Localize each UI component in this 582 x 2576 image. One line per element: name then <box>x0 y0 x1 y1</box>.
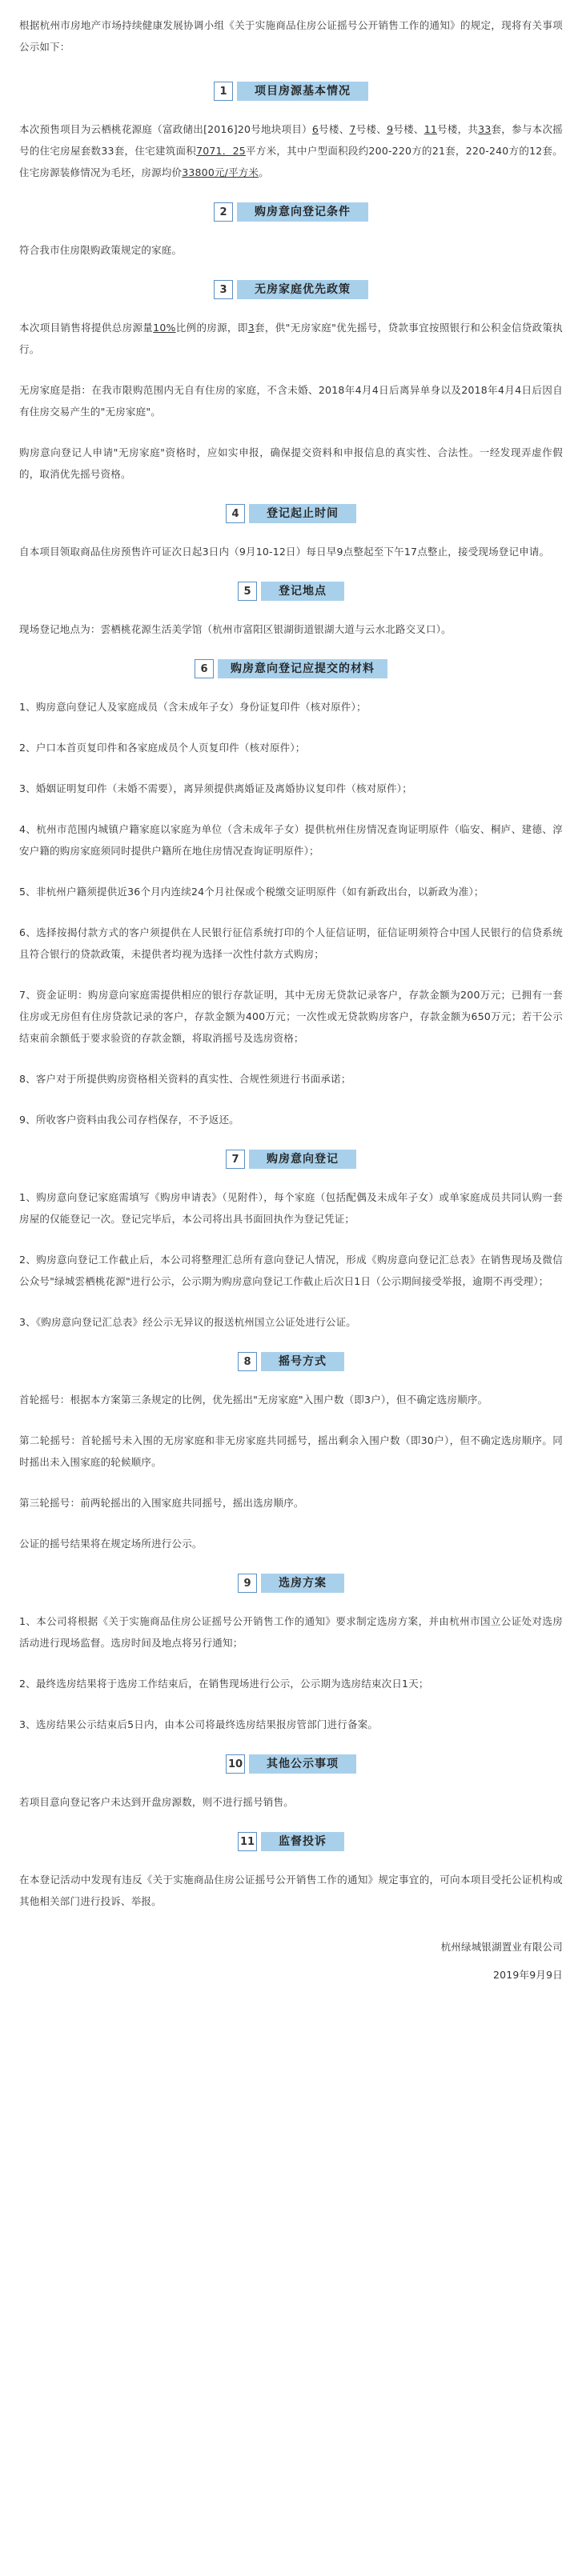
section-3-number: 3 <box>214 280 233 299</box>
section-4-number: 4 <box>226 504 245 523</box>
s1-building-6: 6 <box>311 123 319 135</box>
s3-text-a: 本次项目销售将提供总房源量 <box>19 322 154 334</box>
section-7-item: 3、《购房意向登记汇总表》经公示无异议的报送杭州国立公证处进行公证。 <box>19 1316 357 1328</box>
section-11-number: 11 <box>238 1832 257 1851</box>
section-8-item: 第三轮摇号：前两轮摇出的入围家庭共同摇号，摇出选房顺序。 <box>19 1497 304 1509</box>
section-3-paragraph-2: 无房家庭是指：在我市限购范围内无自有住房的家庭，不含未婚、2018年4月4日后离异单身以及2018年4月4日后因自有住房交易产生的"无房家庭"。 <box>19 384 563 418</box>
s1-building-11: 11 <box>423 123 437 135</box>
section-2-header <box>19 202 563 222</box>
s1-price: 33800元/平方米 <box>182 166 259 178</box>
section-10-header <box>19 1754 563 1774</box>
section-11-header <box>19 1832 563 1851</box>
section-7-number: 7 <box>226 1150 245 1169</box>
section-10-number: 10 <box>226 1754 245 1774</box>
section-6-item: 3、婚姻证明复印件（未婚不需要），离异须提供离婚证及离婚协议复印件（核对原件）； <box>19 782 412 794</box>
s3-ratio: 10% <box>153 322 176 334</box>
s3-count: 3 <box>247 322 255 334</box>
section-2-title: 购房意向登记条件 <box>237 202 368 222</box>
company-signature: 杭州绿城银湖置业有限公司 <box>440 1941 563 1953</box>
section-5-paragraph: 现场登记地点为：雲栖桃花源生活美学馆（杭州市富阳区银湖街道银湖大道与云水北路交叉口）。 <box>19 623 452 635</box>
section-11-title: 监督投诉 <box>261 1832 344 1851</box>
section-1-paragraph <box>19 118 563 183</box>
section-5-header <box>19 582 563 601</box>
section-10-paragraph: 若项目意向登记客户未达到开盘房源数，则不进行摇号销售。 <box>19 1796 294 1808</box>
section-2-paragraph: 符合我市住房限购政策规定的家庭。 <box>19 244 183 256</box>
section-6-item: 1、购房意向登记人及家庭成员（含未成年子女）身份证复印件（核对原件）； <box>19 701 367 713</box>
section-7-item: 2、购房意向登记工作截止后，本公司将整理汇总所有意向登记人情况，形成《购房意向登记汇总表》在销售现场及微信公众号"绿城雲栖桃花源"进行公示，公示期为购房意向登记工作截止后次日1日（公示期间接受举报，逾期不再受理）； <box>19 1254 563 1287</box>
section-7-item: 1、购房意向登记家庭需填写《购房申请表》（见附件），每个家庭（包括配偶及未成年子女）或单家庭成员共同认购一套房屋的仅能登记一次。登记完毕后，本公司将出具书面回执作为登记凭证； <box>19 1191 563 1225</box>
s1-text-7: 号楼、 <box>355 123 387 135</box>
s1-text-9: 号楼、 <box>393 123 424 135</box>
section-9-item: 3、选房结果公示结束后5日内，由本公司将最终选房结果报房管部门进行备案。 <box>19 1718 379 1730</box>
intro-paragraph: 根据杭州市房地产市场持续健康发展协调小组《关于实施商品住房公证摇号公开销售工作的通知》的规定，现将有关事项公示如下： <box>19 19 563 53</box>
section-5-title: 登记地点 <box>261 582 344 601</box>
section-6-item: 2、户口本首页复印件和各家庭成员个人页复印件（核对原件）； <box>19 742 306 754</box>
section-10-title: 其他公示事项 <box>249 1754 356 1774</box>
section-9-item: 1、本公司将根据《关于实施商品住房公证摇号公开销售工作的通知》要求制定选房方案，并由杭州市国立公证处对选房活动进行现场监督。选房时间及地点将另行通知； <box>19 1615 563 1649</box>
section-6-item: 7、资金证明：购房意向家庭需提供相应的银行存款证明，其中无房无贷款记录客户，存款金额为200万元；已拥有一套住房或无房但有住房贷款记录的客户，存款金额为400万元；一次性或无贷款购房客户，存款金额为650万元；若干公示结束前余额低于要求验资的存款金额，将取消摇号及选房资格； <box>19 989 563 1044</box>
section-11-paragraph: 在本登记活动中发现有违反《关于实施商品住房公证摇号公开销售工作的通知》规定事宜的，可向本项目受托公证机构或其他相关部门进行投诉、举报。 <box>19 1874 563 1907</box>
s1-text-a: 本次预售项目为云栖桃花源庭（富政储出[2016]20号地块项目） <box>19 123 312 135</box>
section-2-number: 2 <box>214 202 233 222</box>
s1-text-c: 平方米，其中户型面积段约200-220方的21套，220-240方的12套。住宅房源装修情况为毛坯，房源均价 <box>19 145 563 178</box>
s1-area: 7071．25 <box>196 145 246 157</box>
section-9-number: 9 <box>238 1574 257 1593</box>
section-6-number: 6 <box>195 659 214 678</box>
s1-text-b: 套，参与本次摇号的住宅房屋套数33套，住宅建筑面积 <box>19 123 564 157</box>
s1-building-7: 7 <box>349 123 356 135</box>
section-5-number: 5 <box>238 582 257 601</box>
section-7-title: 购房意向登记 <box>249 1150 356 1169</box>
s1-text-11: 号楼，共 <box>437 123 479 135</box>
section-8-number: 8 <box>238 1352 257 1371</box>
section-1-number: 1 <box>214 82 233 101</box>
section-6-item: 9、所收客户资料由我公司存档保存，不予返还。 <box>19 1114 239 1126</box>
section-6-item: 5、非杭州户籍须提供近36个月内连续24个月社保或个税缴交证明原件（如有新政出台，以新政为准）； <box>19 886 484 898</box>
section-9-item: 2、最终选房结果将于选房工作结束后，在销售现场进行公示，公示期为选房结束次日1天； <box>19 1678 429 1690</box>
section-4-title: 登记起止时间 <box>249 504 356 523</box>
section-4-header <box>19 504 563 523</box>
s3-text-c: 套，供"无房家庭"优先摇号，贷款事宜按照银行和公积金信贷政策执行。 <box>19 322 564 355</box>
s1-total-units: 33 <box>478 123 492 135</box>
section-8-item: 首轮摇号：根据本方案第三条规定的比例，优先摇出"无房家庭"入围户数（即3户），但不确定选房顺序。 <box>19 1394 488 1406</box>
section-8-item: 第二轮摇号：首轮摇号未入围的无房家庭和非无房家庭共同摇号，摇出剩余入围户数（即30户），但不确定选房顺序。同时摇出未入围家庭的轮候顺序。 <box>19 1434 563 1468</box>
s1-text-d: 。 <box>259 166 269 178</box>
section-3-title: 无房家庭优先政策 <box>237 280 368 299</box>
section-9-header <box>19 1574 563 1593</box>
section-1-header <box>19 82 563 101</box>
section-8-header <box>19 1352 563 1371</box>
section-6-header <box>19 659 563 678</box>
section-8-item: 公证的摇号结果将在规定场所进行公示。 <box>19 1538 203 1550</box>
section-6-item: 4、杭州市范围内城镇户籍家庭以家庭为单位（含未成年子女）提供杭州住房情况查询证明原件（临安、桐庐、建德、淳安户籍的购房家庭须同时提供户籍所在地住房情况查询证明原件）； <box>19 823 563 857</box>
announcement-date: 2019年9月9日 <box>492 1969 563 1981</box>
s1-building-9: 9 <box>387 123 394 135</box>
section-7-header <box>19 1150 563 1169</box>
s1-text-6: 号楼、 <box>319 123 350 135</box>
section-3-paragraph-3: 购房意向登记人申请"无房家庭"资格时，应如实申报，确保提交资料和申报信息的真实性、合法性。一经发现弄虚作假的，取消优先摇号资格。 <box>19 446 563 480</box>
s3-text-b: 比例的房源，即 <box>175 322 248 334</box>
section-3-paragraph-1 <box>19 317 563 360</box>
section-6-item: 6、选择按揭付款方式的客户须提供在人民银行征信系统打印的个人征信证明，征信证明须符合中国人民银行的信贷系统且符合银行的贷款政策，未提供者均视为选择一次性付款方式购房； <box>19 926 563 960</box>
section-6-item: 8、客户对于所提供购房资格相关资料的真实性、合规性须进行书面承诺； <box>19 1073 351 1085</box>
section-9-title: 选房方案 <box>261 1574 344 1593</box>
section-8-title: 摇号方式 <box>261 1352 344 1371</box>
section-3-header <box>19 280 563 299</box>
section-1-title: 项目房源基本情况 <box>237 82 368 101</box>
section-6-title: 购房意向登记应提交的材料 <box>218 659 387 678</box>
section-4-paragraph: 自本项目领取商品住房预售许可证次日起3日内（9月10-12日）每日早9点整起至下午17点整止，接受现场登记申请。 <box>19 546 550 558</box>
